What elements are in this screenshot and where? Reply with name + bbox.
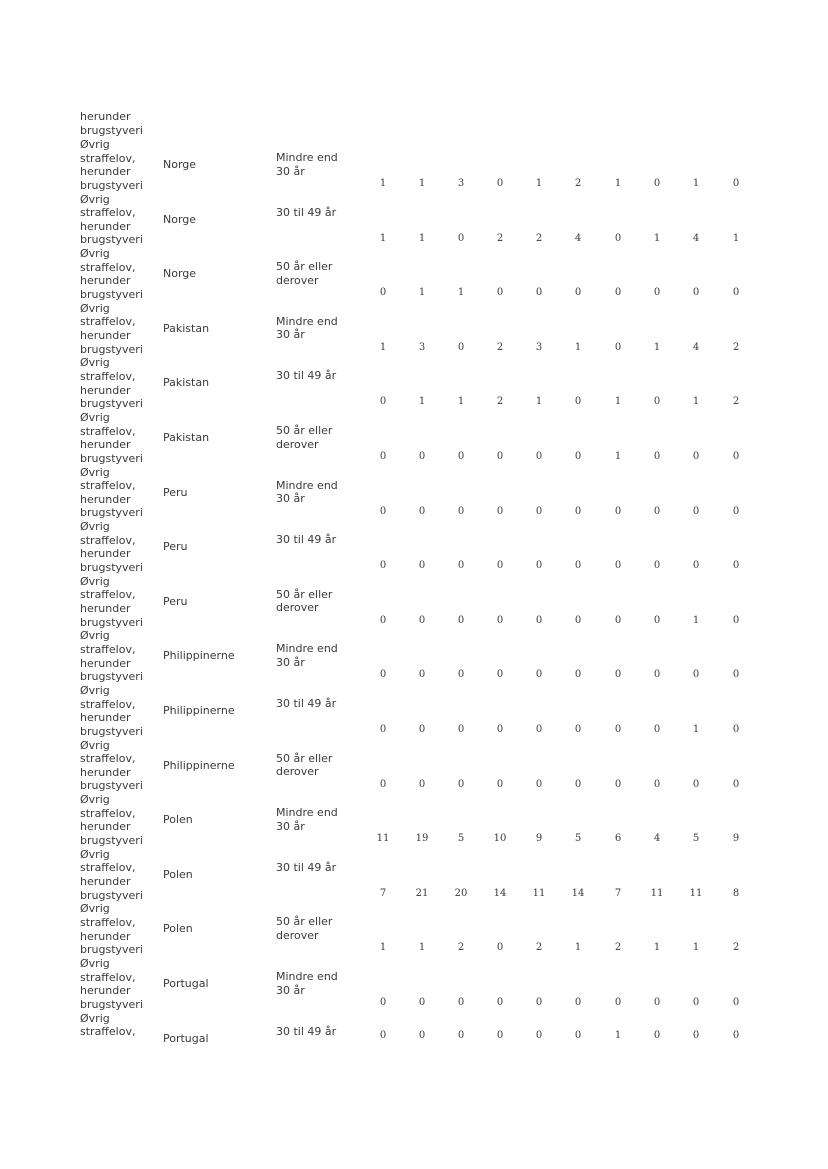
category-line: herunder — [80, 929, 131, 943]
row-value: 0 — [732, 997, 740, 1008]
row-value: 0 — [457, 341, 465, 353]
row-value: 14 — [493, 887, 507, 899]
row-category — [80, 356, 143, 410]
row-value: 1 — [692, 942, 700, 954]
row-value: 8 — [732, 887, 740, 899]
row-value: 0 — [653, 396, 661, 408]
row-category — [80, 793, 143, 847]
category-line: straffelov, — [80, 588, 136, 602]
category-line: brugstyveri — [80, 233, 143, 247]
row-value: 2 — [732, 396, 740, 408]
row-value: 0 — [614, 341, 622, 353]
row-value: 0 — [418, 669, 426, 681]
row-value: 0 — [692, 505, 700, 517]
row-country: Norge — [163, 158, 197, 171]
row-value: 0 — [457, 560, 465, 572]
row-value: 1 — [457, 287, 465, 299]
row-value: 1 — [614, 451, 622, 462]
row-value: 0 — [535, 505, 543, 517]
row-country: Peru — [163, 594, 188, 608]
category-line: Øvrig — [80, 629, 110, 643]
category-line: brugstyveri — [80, 943, 143, 957]
row-value: 11 — [689, 887, 703, 899]
category-line: straffelov, — [80, 642, 136, 656]
row-value: 4 — [653, 833, 661, 845]
row-category — [80, 629, 143, 683]
row-value: 1 — [692, 614, 700, 626]
row-category — [80, 739, 143, 793]
category-line: herunder — [80, 820, 131, 834]
row-value: 3 — [418, 341, 426, 353]
category-line: straffelov, — [80, 806, 136, 820]
row-value: 0 — [692, 1029, 700, 1041]
row-country: Pakistan — [163, 431, 210, 444]
category-line: straffelov, — [80, 260, 136, 274]
category-line: Øvrig — [80, 957, 110, 970]
row-value: 0 — [574, 614, 582, 626]
row-value: 0 — [379, 997, 387, 1008]
row-value: 0 — [457, 451, 465, 462]
row-value: 1 — [614, 1029, 622, 1041]
row-country: Norge — [163, 212, 197, 226]
category-line: straffelov, — [80, 315, 136, 329]
row-value: 2 — [574, 178, 582, 189]
row-value: 0 — [574, 505, 582, 517]
row-value: 3 — [457, 178, 465, 189]
row-value: 0 — [496, 997, 504, 1008]
row-value: 20 — [454, 887, 468, 899]
category-line: straffelov, — [80, 697, 136, 711]
row-value: 0 — [732, 178, 740, 189]
row-age-group: 50 år eller derover — [276, 915, 333, 942]
category-line: Øvrig — [80, 902, 110, 916]
category-line: herunder — [80, 328, 131, 342]
row-value: 0 — [653, 669, 661, 681]
row-value: 0 — [379, 614, 387, 626]
category-line: brugstyveri — [80, 888, 143, 902]
row-age-group: 30 til 49 år — [276, 1024, 337, 1038]
category-line: brugstyveri — [80, 997, 143, 1011]
row-value: 1 — [457, 396, 465, 408]
row-value: 0 — [732, 287, 740, 299]
row-category — [80, 575, 143, 629]
row-value: 0 — [535, 287, 543, 299]
row-value: 1 — [653, 341, 661, 353]
row-value: 0 — [496, 942, 504, 954]
row-value: 2 — [457, 942, 465, 954]
row-value: 0 — [418, 778, 426, 790]
row-age-group: Mindre end 30 år — [276, 642, 338, 669]
row-value: 1 — [379, 232, 387, 244]
row-value: 0 — [692, 997, 700, 1008]
row-value: 0 — [614, 614, 622, 626]
row-value: 0 — [692, 287, 700, 299]
row-value: 0 — [614, 505, 622, 517]
row-value: 4 — [574, 232, 582, 244]
category-line: herunder — [80, 765, 131, 779]
row-country: Polen — [163, 813, 193, 827]
row-value: 0 — [379, 451, 387, 462]
row-value: 0 — [379, 669, 387, 681]
row-country: Peru — [163, 540, 188, 554]
row-category — [80, 138, 143, 192]
row-value: 0 — [535, 451, 543, 462]
row-value: 1 — [653, 232, 661, 244]
row-category — [80, 957, 143, 1011]
category-line: straffelov, — [80, 752, 136, 766]
row-value: 4 — [692, 232, 700, 244]
row-value: 0 — [614, 669, 622, 681]
category-line: straffelov, — [80, 970, 136, 984]
row-value: 0 — [379, 1029, 387, 1041]
row-value: 1 — [535, 178, 543, 189]
row-country: Portugal — [163, 977, 209, 990]
row-value: 0 — [574, 396, 582, 408]
row-value: 0 — [418, 724, 426, 735]
row-value: 1 — [614, 396, 622, 408]
category-line: straffelov, — [80, 1025, 136, 1039]
row-value: 0 — [614, 232, 622, 244]
row-value: 0 — [653, 451, 661, 462]
row-value: 0 — [496, 287, 504, 299]
row-value: 1 — [732, 232, 740, 244]
row-value: 0 — [496, 778, 504, 790]
row-value: 0 — [535, 1029, 543, 1041]
category-line: brugstyveri — [80, 506, 143, 520]
header-line: brugstyveri — [80, 123, 143, 137]
row-value: 0 — [614, 778, 622, 790]
category-line: herunder — [80, 383, 131, 397]
row-value: 1 — [574, 942, 582, 954]
row-age-group: 30 til 49 år — [276, 697, 337, 710]
row-value: 5 — [457, 833, 465, 845]
category-line: straffelov, — [80, 206, 136, 220]
row-value: 1 — [418, 396, 426, 408]
category-line: herunder — [80, 711, 131, 725]
row-value: 0 — [457, 232, 465, 244]
row-value: 0 — [574, 560, 582, 572]
row-value: 2 — [732, 942, 740, 954]
category-line: herunder — [80, 492, 131, 506]
row-category — [80, 466, 143, 520]
row-value: 19 — [415, 833, 429, 845]
category-line: straffelov, — [80, 915, 136, 929]
row-value: 11 — [376, 833, 390, 845]
row-value: 0 — [457, 505, 465, 517]
row-value: 1 — [692, 396, 700, 408]
row-value: 2 — [614, 942, 622, 954]
row-value: 0 — [692, 669, 700, 681]
category-line: brugstyveri — [80, 451, 143, 465]
row-value: 1 — [535, 396, 543, 408]
header-line: herunder — [80, 110, 131, 123]
category-line: herunder — [80, 274, 131, 288]
row-value: 0 — [496, 614, 504, 626]
row-value: 0 — [732, 451, 740, 462]
row-value: 0 — [418, 505, 426, 517]
category-line: straffelov, — [80, 424, 136, 438]
row-value: 1 — [418, 942, 426, 954]
row-age-group: Mindre end 30 år — [276, 970, 338, 997]
row-value: 4 — [692, 341, 700, 353]
row-value: 0 — [496, 178, 504, 189]
row-value: 9 — [732, 833, 740, 845]
row-category — [80, 247, 143, 301]
row-country: Portugal — [163, 1031, 209, 1045]
row-value: 7 — [379, 887, 387, 899]
row-value: 0 — [732, 669, 740, 681]
row-value: 0 — [574, 997, 582, 1008]
row-age-group: 50 år eller derover — [276, 424, 333, 451]
row-value: 0 — [496, 724, 504, 735]
category-line: Øvrig — [80, 138, 110, 151]
row-value: 1 — [379, 178, 387, 189]
category-line: Øvrig — [80, 411, 110, 424]
row-value: 2 — [535, 942, 543, 954]
row-value: 0 — [653, 1029, 661, 1041]
row-value: 0 — [418, 451, 426, 462]
row-category — [80, 193, 143, 247]
row-value: 0 — [457, 614, 465, 626]
row-value: 0 — [732, 505, 740, 517]
category-line: herunder — [80, 438, 131, 452]
row-value: 0 — [574, 287, 582, 299]
category-line: herunder — [80, 219, 131, 233]
row-value: 1 — [692, 178, 700, 189]
category-line: brugstyveri — [80, 670, 143, 684]
row-value: 1 — [653, 942, 661, 954]
row-value: 0 — [535, 997, 543, 1008]
row-value: 0 — [732, 614, 740, 626]
row-country: Norge — [163, 267, 197, 281]
category-line: brugstyveri — [80, 833, 143, 847]
row-category — [80, 684, 143, 738]
category-line: herunder — [80, 601, 131, 615]
row-value: 0 — [457, 724, 465, 735]
row-value: 0 — [496, 669, 504, 681]
row-value: 0 — [379, 287, 387, 299]
category-line: straffelov, — [80, 479, 136, 493]
row-value: 0 — [732, 560, 740, 572]
category-line: Øvrig — [80, 520, 110, 534]
row-value: 0 — [653, 614, 661, 626]
row-country: Philippinerne — [163, 704, 235, 717]
category-line: herunder — [80, 984, 131, 998]
row-value: 5 — [692, 833, 700, 845]
row-country: Philippinerne — [163, 758, 235, 772]
row-value: 0 — [574, 724, 582, 735]
row-age-group: 30 til 49 år — [276, 369, 337, 383]
row-value: 5 — [574, 833, 582, 845]
row-value: 0 — [574, 669, 582, 681]
row-value: 2 — [496, 341, 504, 353]
row-value: 0 — [614, 997, 622, 1008]
category-line: Øvrig — [80, 793, 110, 807]
row-value: 0 — [496, 560, 504, 572]
row-value: 0 — [653, 778, 661, 790]
row-category — [80, 302, 143, 356]
row-value: 1 — [574, 341, 582, 353]
row-value: 0 — [496, 1029, 504, 1041]
row-value: 0 — [732, 724, 740, 735]
row-value: 0 — [496, 451, 504, 462]
row-value: 2 — [535, 232, 543, 244]
category-line: Øvrig — [80, 847, 110, 861]
row-value: 1 — [692, 724, 700, 735]
row-value: 0 — [418, 997, 426, 1008]
category-line: Øvrig — [80, 1011, 110, 1025]
row-category — [80, 1012, 135, 1039]
row-value: 0 — [653, 178, 661, 189]
category-line: straffelov, — [80, 533, 136, 547]
row-value: 11 — [532, 887, 546, 899]
row-country: Polen — [163, 922, 193, 936]
row-value: 0 — [653, 505, 661, 517]
category-line: herunder — [80, 874, 131, 888]
row-category — [80, 902, 143, 956]
row-value: 0 — [379, 724, 387, 735]
category-line: straffelov, — [80, 861, 136, 875]
category-line: herunder — [80, 656, 131, 670]
category-line: brugstyveri — [80, 287, 143, 301]
row-value: 6 — [614, 833, 622, 845]
row-value: 0 — [732, 1029, 740, 1041]
row-category — [80, 848, 143, 902]
row-value: 11 — [650, 887, 664, 899]
category-line: straffelov, — [80, 369, 136, 383]
row-country: Peru — [163, 485, 188, 499]
row-category — [80, 520, 143, 574]
row-value: 0 — [653, 997, 661, 1008]
row-value: 0 — [692, 778, 700, 790]
row-value: 0 — [614, 560, 622, 572]
row-value: 0 — [574, 778, 582, 790]
row-country: Pakistan — [163, 376, 210, 390]
row-value: 10 — [493, 833, 507, 845]
category-line: herunder — [80, 165, 131, 179]
row-value: 0 — [418, 614, 426, 626]
row-value: 0 — [418, 560, 426, 572]
row-country: Pakistan — [163, 321, 210, 335]
row-age-group: 30 til 49 år — [276, 205, 337, 219]
category-line: brugstyveri — [80, 397, 143, 411]
row-category — [80, 411, 143, 465]
category-line: Øvrig — [80, 247, 110, 261]
row-value: 0 — [379, 505, 387, 517]
row-age-group: Mindre end 30 år — [276, 478, 338, 506]
row-age-group: 50 år eller derover — [276, 751, 333, 779]
category-line: brugstyveri — [80, 342, 143, 356]
row-age-group: 30 til 49 år — [276, 860, 337, 874]
row-value: 1 — [614, 178, 622, 189]
row-value: 1 — [379, 341, 387, 353]
row-value: 2 — [496, 232, 504, 244]
row-age-group: Mindre end 30 år — [276, 314, 338, 342]
row-value: 0 — [457, 669, 465, 681]
row-value: 0 — [379, 560, 387, 572]
row-country: Polen — [163, 867, 193, 881]
row-value: 2 — [496, 396, 504, 408]
category-line: Øvrig — [80, 465, 110, 479]
header-fragment — [80, 110, 143, 137]
row-value: 7 — [614, 887, 622, 899]
row-value: 0 — [379, 778, 387, 790]
row-value: 2 — [732, 341, 740, 353]
row-value: 0 — [614, 724, 622, 735]
row-value: 0 — [457, 778, 465, 790]
category-line: Øvrig — [80, 684, 110, 697]
row-value: 14 — [571, 887, 585, 899]
row-value: 9 — [535, 833, 543, 845]
category-line: brugstyveri — [80, 178, 143, 192]
row-value: 0 — [614, 287, 622, 299]
row-value: 1 — [379, 942, 387, 954]
category-line: Øvrig — [80, 356, 110, 370]
row-value: 1 — [418, 232, 426, 244]
category-line: Øvrig — [80, 738, 110, 752]
category-line: herunder — [80, 547, 131, 561]
row-value: 0 — [535, 614, 543, 626]
row-value: 0 — [653, 560, 661, 572]
row-value: 0 — [653, 287, 661, 299]
category-line: brugstyveri — [80, 560, 143, 574]
row-value: 0 — [535, 778, 543, 790]
row-value: 3 — [535, 341, 543, 353]
row-value: 0 — [457, 1029, 465, 1041]
row-value: 0 — [418, 1029, 426, 1041]
row-age-group: Mindre end 30 år — [276, 151, 338, 178]
category-line: brugstyveri — [80, 615, 143, 629]
category-line: Øvrig — [80, 301, 110, 315]
row-value: 0 — [692, 451, 700, 462]
category-line: straffelov, — [80, 151, 136, 165]
row-value: 0 — [574, 1029, 582, 1041]
row-value: 0 — [535, 560, 543, 572]
row-value: 0 — [574, 451, 582, 462]
row-value: 21 — [415, 887, 429, 899]
row-value: 0 — [653, 724, 661, 735]
row-age-group: 50 år eller derover — [276, 260, 333, 287]
row-age-group: Mindre end 30 år — [276, 806, 338, 833]
category-line: Øvrig — [80, 192, 110, 206]
row-country: Philippinerne — [163, 649, 235, 663]
category-line: Øvrig — [80, 574, 110, 588]
row-value: 0 — [379, 396, 387, 408]
row-age-group: 30 til 49 år — [276, 533, 337, 547]
row-age-group: 50 år eller derover — [276, 587, 333, 615]
row-value: 0 — [535, 669, 543, 681]
row-value: 1 — [418, 287, 426, 299]
row-value: 0 — [457, 997, 465, 1008]
row-value: 1 — [418, 178, 426, 189]
row-value: 0 — [496, 505, 504, 517]
category-line: brugstyveri — [80, 724, 143, 738]
row-value: 0 — [732, 778, 740, 790]
category-line: brugstyveri — [80, 779, 143, 793]
row-value: 0 — [692, 560, 700, 572]
row-value: 0 — [535, 724, 543, 735]
